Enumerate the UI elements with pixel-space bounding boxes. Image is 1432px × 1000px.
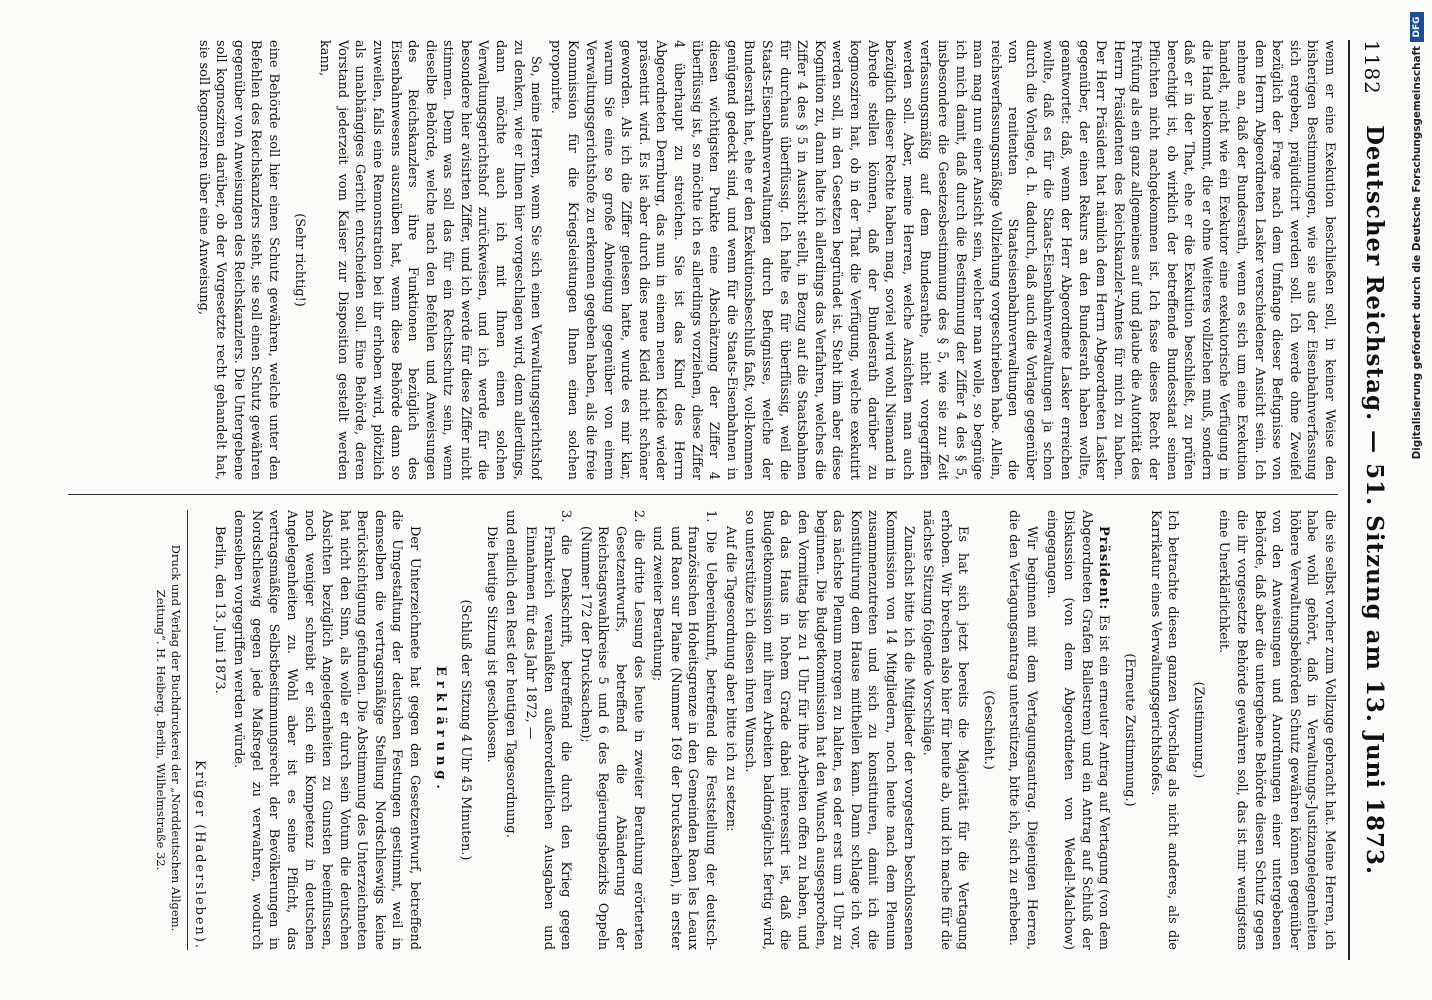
interjection: (Geschieht.) xyxy=(980,690,996,770)
speaker-name: Präsident: xyxy=(1096,526,1112,611)
paragraph: Wir beginnen mit dem Vertagungsantrag. Diejenigen Herren, die den Vertagungsantrag unterstützen, bitte ich, sich zu erheben. xyxy=(1006,510,1040,950)
running-title: Deutscher Reichstag. — 51. Sitzung am 13. Juni 1873. xyxy=(1361,124,1388,876)
page-content xyxy=(60,40,1390,960)
column-divider xyxy=(68,494,1338,495)
speaker-text: Es ist ein erneuter Antrag auf Vertagung (von dem Abgeordneten Grafen Ballestrem) und ein Antrag auf Schluß der Diskussion (von dem Abgeordneten von Wedell-Malchow) eingegangen. xyxy=(1043,510,1112,950)
dfg-logo-icon: DFG xyxy=(1410,12,1424,42)
speaker-paragraph xyxy=(1042,510,1112,950)
interjection: (Zustimmung.) xyxy=(1190,681,1206,779)
paragraph: Die heutige Sitzung ist geschlossen. xyxy=(483,526,499,763)
page-header xyxy=(1348,40,1390,960)
credit-label: Digitalisierung gefördert durch die Deutsche Forschungsgemeinschaft xyxy=(1411,46,1423,460)
paragraph: die sie selbst vorher zum Vollzuge gebracht hat. Meine Herren, ich habe wohl gehört, daß in Verwaltungs-Justizangelegenheiten höhere Verwaltungsbehörden Schutz gewähren können gegenüber von den Anweisungen und Anordnungen einer untergebenen Behörde, daß aber die untergebene Behörde diesen Schutz gegen die ihr vorgesetzte Behörde gewähren soll, das ist mir wenigstens eine Unerklärlichkeit. xyxy=(1216,510,1337,950)
page-number: 1182 xyxy=(1360,40,1384,95)
text-columns xyxy=(60,40,1338,960)
section-heading: Erklärung. xyxy=(432,666,448,794)
agenda-item: 1. Die Uebereinkunft, betreffend die Feststellung der deutsch-französischen Hoheitsgrenze in den Gemeinden Raon les Leaux und Raon sur Plaine (Nummer 169 der Drucksachen), in erster und zweiter Berathung; xyxy=(650,510,718,950)
right-column xyxy=(60,510,1338,950)
paragraph: wenn er eine Exekution beschließen soll, in keiner Weise den bisherigen Bestimmungen, wie sie aus der Eisenbahnverfassung sich ergeben, präjudicirt werden soll. Ich werde ohne Zweifel bezüglich der Frage nach dem Umfange dieser Befugnisse von dem Herrn Abgeordneten Lasker verschiedener Ansicht sein. Ich nehme an, daß der Bundesrath, wenn es sich um eine Exekution handelt, nicht wie ein Exekutor eine exekutorische Verfügung in die Hand bekommt, die er ohne Weiteres vollziehen muß, sondern daß er in der That, ehe er die Exekution beschließt, zu prüfen berechtigt ist, ob wirklich der betreffende Bundesstaat seinen Pflichten nicht nachgekommen ist. Ich fasse dieses Recht der Prüfung als ein ganz allgemeines auf und glaube die Autorität des Herrn Präsidenten des Reichskanzler-Amtes für mich zu haben. Der Herr Präsident hat nämlich dem Herrn Abgeordneten Lasker gegenüber, der einen Rekurs an den Bundesrath haben wollte, geantwortet: daß, wenn der Herr Abgeordnete Lasker erreichen wollte, daß es für die Staats-Eisenbahnverwaltungen ja schon durch die Vorlage, d. h. dadurch, daß auch die Vorlage gegenüber von renitenten Staatseisenbahnverwaltungen die reichsverfassungsmäßige Vollziehung vorgeschrieben habe. Allein, man mag nun einer Ansicht sein, welcher man wolle, so begnüge ich mich damit, daß durch die Bestimmung der Ziffer 4 des § 5, insbesondere die Gesetzesbestimmung des § 5, wie sie zur Zeit verfassungsmäßig auf dem Bundesrathe, nicht vorgegriffen werden soll. Aber, meine Herren, welche Ansichten man auch bezüglich dieser Rechte haben mag, soviel wird wohl Niemand in Abrede stellen können, daß der Bundesrath darüber zu kognosziren hat, ob in der That die Verfügung, welche exekutirt werden soll, in den Gesetzen begründet ist. Steht ihm aber diese Kognition zu, dann halte ich allerdings das Verfahren, welches die Ziffer 4 des § 5 in Aussicht stellt, in Bezug auf die Staatsbahnen für durchaus überflüssig. Ich halte es für überflüssig, weil die Staats-Eisenbahnverwaltungen durch Befugnisse, welche der Bundesrath hat, ehe er den Exekutionsbeschluß faßt, voll-kommen genügend gedeckt sind, und wenn für die Staats-Eisenbahnen in diesen wichtigsten Punkte eine Abschätzung der Ziffer 4 überflüssig ist, so möchte ich es allerdings vorziehen, diese Ziffer 4 überhaupt zu streichen. Sie ist das Kind des Herrn Abgeordneten Dernburg, das nun in einem neuen Kleide wieder präsentirt wird. Es ist aber durch dies neue Kleid nicht schöner geworden. Als ich die Ziffer gelesen hatte, wurde es mir klar, warum Sie eine so große Abneigung gegenüber von einem Verwaltungsgerichtshofe zu erkennen gegeben haben, als die freie Kommission für die Kriegsleistungen Ihnen einen solchen proponirte. xyxy=(547,40,1337,480)
paragraph: Berlin, den 13. Juni 1873. xyxy=(211,526,227,694)
paragraph: und endlich den Rest der heutigen Tagesordnung. xyxy=(503,510,519,838)
interjection: (Sehr richtig!) xyxy=(291,213,307,307)
paragraph: Auf die Tagesordnung aber bitte ich zu setzen: xyxy=(722,526,738,832)
paragraph: Der Unterzeichnete hat gegen den Gesetzentwurf, betreffend die Umgestaltung der deutschen Festungen gestimmt, weil in demselben die vertragsmäßige Stellung Nordschleswigs keine Berücksichtigung gefunden. Die Abstimmung des Unterzeichneten hat nicht den Sinn, als wolle er durch sein Votum die deutschen Absichten bezüglich Angelegenheiten zu Gunsten beeinflussen, noch weniger schreibt er sich ein Kompetenz in deutschen Angelegenheiten zu. Wohl aber ist es seine Pflicht, das vertragsmäßige Selbstbestimmungsrecht der Bevölkerungen in Nordschleswig gegen jede Maßregel zu verwahren, wodurch demselben vorgegriffen werden würde. xyxy=(231,510,423,950)
digitization-credit xyxy=(1409,12,1425,987)
agenda-item: 2. die dritte Lesung des heute in zweiter Berathung erörterten Gesetzentwurfs, betreffend die Abänderung der Reichstagswahlkreise 5 und 6 des Regierungsbezirks Oppeln (Nummer 172 der Drucksachen); xyxy=(577,510,646,950)
left-column xyxy=(60,40,1338,480)
paragraph: eine Behörde soll hier einen Schutz gewähren, welche unter den Befehlen des Reichskanzlers steht, sie soll einen Schutz gewähren gegenüber von Anweisungen des Reichskanzlers. Die Untergebene soll kognosziren darüber, ob der Vorgesetzte recht gehandelt hat, sie soll kognosziren über eine Anweisung, xyxy=(195,40,281,480)
printer-imprint: Druck und Verlag der Buchdruckerei der „Norddeutschen Allgem. Zeitung“. H. Heiberg. Berlin, Wilhelmstraße 32. xyxy=(153,510,188,950)
credit-text-rotated xyxy=(1409,12,1425,987)
agenda-item: 3. die Denkschrift, betreffend die durch den Krieg gegen Frankreich veranlaßten außerordentlichen Ausgaben und Einnahmen für das Jahr 1872, — xyxy=(523,510,574,950)
paragraph: Zunächst bitte ich die Mitglieder der vorgestern beschlossenen Kommission von 14 Mitgliedern, noch heute nach dem Plenum zusammenzutreten und sich zu konstituiren, damit ich die Konstituirung dem Hause mittheilen kann. Dann schlage ich vor, das nächste Plenum morgen zu halten, es oder erst um 1 Uhr zu beginnen. Die Budgetkommission hat den Wunsch ausgesprochen, den Vormittag bis zu 1 Uhr für ihre Arbeiten offen zu haben, und da das Haus in hohem Grade dabei interessirt ist, daß die Budgetkommission mit ihren Arbeiten baldmöglichst fertig wird, so unterstütze ich diesen ihren Wunsch. xyxy=(742,510,916,950)
paragraph: Es hat sich jetzt bereits die Majorität für die Vertagung erhoben. Wir brechen also hier für heute ab, und ich mache für die nächste Sitzung folgende Vorschläge. xyxy=(920,510,971,950)
paragraph: Ich betrachte diesen ganzen Vorschlag als nicht anderes, als die Karrikatur eines Verwaltungsgerichtshofes. xyxy=(1147,510,1181,950)
interjection: (Schluß der Sitzung 4 Uhr 45 Minuten.) xyxy=(458,599,474,861)
signature: Krüger (Hadersleben). xyxy=(191,760,207,950)
interjection: (Erneute Zustimmung.) xyxy=(1122,653,1138,807)
paragraph: So, meine Herren, wenn Sie sich einen Verwaltungsgerichtshof zu denken, wie er Ihnen hier vorgeschlagen wird, denn allerdings, dann möchte auch ich mit Ihnen einen solchen Verwaltungsgerichtshof zurückweisen, und ich werde für die besondere hier avisirten Ziffer, und ich werde für diese Ziffer nicht stimmen. Denn was soll das für ein Rechtsschutz sein, wenn dieselbe Behörde, welche nach den Befehlen und Anweisungen des Reichskanzlers ihre Funktionen bezüglich des Eisenbahnwesens auszuüben hat, wenn diese Behörde dann so zuweilen, falls eine Remonstration bei ihr erhoben wird, plötzlich als unabhängiges Gericht entscheiden soll. Eine Behörde, deren Vorstand jederzeit vom Kaiser zur Disposition gestellt werden kann, xyxy=(317,40,544,480)
